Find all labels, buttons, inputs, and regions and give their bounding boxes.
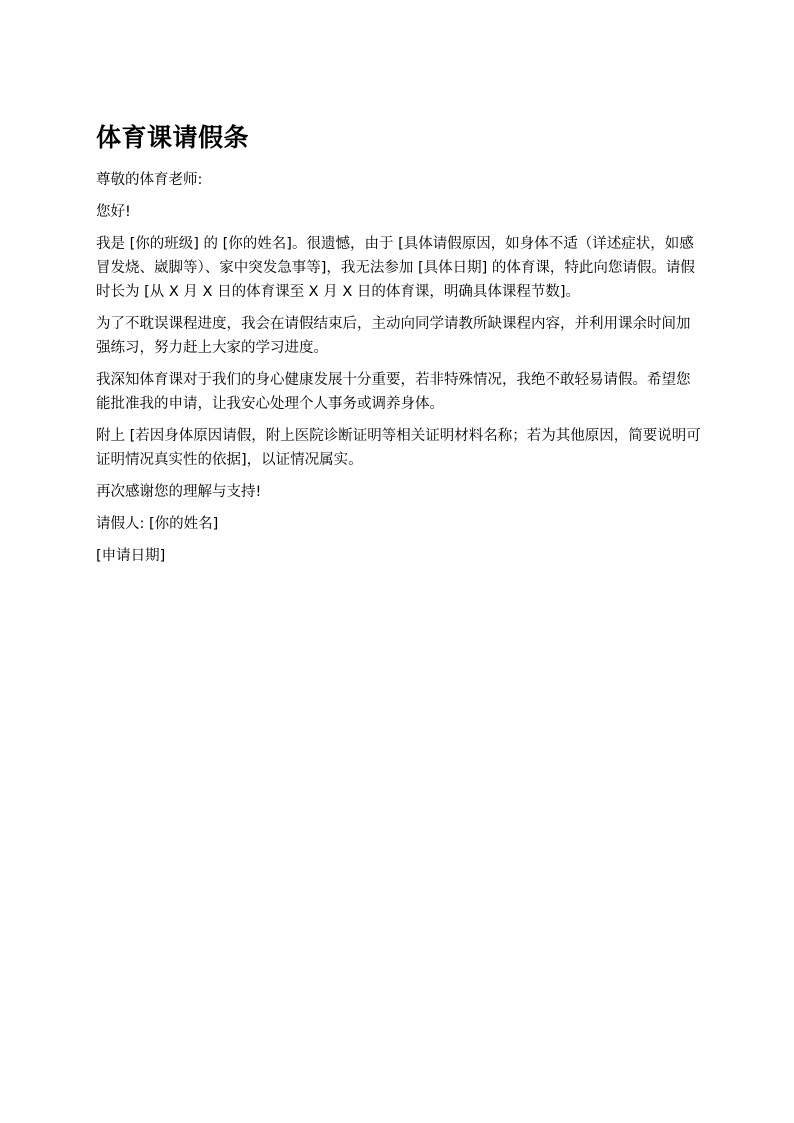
application-date: [申请日期] bbox=[96, 548, 166, 564]
document-title: 体育课请假条 bbox=[96, 123, 250, 152]
paragraph-attachment: 附上 [若因身体原因请假，附上医院诊断证明等相关证明材料名称；若为其他原因，简要说明可证明情况真实性的依据]，以证情况属实。 bbox=[96, 428, 701, 468]
paragraph-request: 我深知体育课对于我们的身心健康发展十分重要，若非特殊情况，我绝不敢轻易请假。希望您能批准我的申请，让我安心处理个人事务或调养身体。 bbox=[96, 372, 691, 412]
closing: 再次感谢您的理解与支持! bbox=[96, 484, 262, 500]
paragraph-reason: 我是 [你的班级] 的 [你的姓名]。很遗憾，由于 [具体请假原因，如身体不适（详述症状，如感冒发烧、崴脚等）、家中突发急事等]，我无法参加 [具体日期] 的体育课，特此向您请假。请假时长为 [从 X 月 X 日的体育课至 X 月 X 日的体育课，明确具体课程节数]。 bbox=[96, 236, 695, 300]
signature: 请假人: [你的姓名] bbox=[96, 516, 219, 532]
paragraph-makeup-plan: 为了不耽误课程进度，我会在请假结束后，主动向同学请教所缺课程内容，并利用课余时间加强练习，努力赶上大家的学习进度。 bbox=[96, 316, 691, 356]
greeting: 您好! bbox=[96, 204, 131, 220]
salutation: 尊敬的体育老师: bbox=[96, 172, 203, 188]
document-page bbox=[96, 120, 702, 568]
